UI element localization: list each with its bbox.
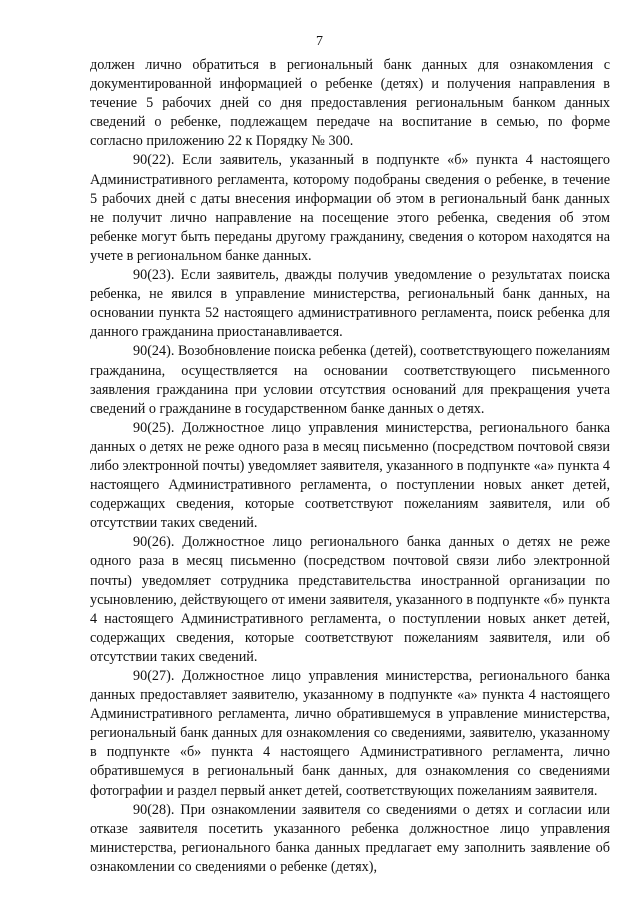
- paragraph-90-25: 90(25). Должностное лицо управления министерства, регионального банка данных о детях не реже одного раза в месяц письменно (посредством почтовой связи либо электронной почты) уведомляет заявителя, указанного в подпункте «а» пункта 4 настоящего Административного регламента, о поступлении новых анкет детей, содержащих сведения, которые соответствуют пожеланиям заявителя, или об отсутствии таких сведений.: [90, 419, 610, 532]
- paragraph-90-24: 90(24). Возобновление поиска ребенка (детей), соответствующего пожеланиям гражданина, осуществляется на основании соответствующего письменного заявления гражданина при условии отсутствия оснований для прекращения учета сведений о гражданине в государственном банке данных о детях.: [90, 343, 610, 417]
- paragraph-continuation: должен лично обратиться в региональный банк данных для ознакомления с документированной информацией о ребенке (детях) и получения направления в течение 5 рабочих дней со дня предоставления региональным банком данных сведений о ребенке, подлежащем передаче на воспитание в семью, по форме согласно приложению 22 к Порядку № 300.: [90, 57, 610, 150]
- page-number: 7: [316, 34, 323, 49]
- paragraph-90-26: 90(26). Должностное лицо регионального банка данных о детях не реже одного раза в месяц письменно (посредством почтовой связи либо электронной почты) уведомляет сотрудника представительства иностранной организации по усыновлению, действующего от имени заявителя, указанного в подпункте «б» пункта 4 настоящего Административного регламента, о поступлении новых анкет детей, содержащих сведения, которые соответствуют пожеланиям заявителя, или об отсутствии таких сведений.: [90, 534, 610, 665]
- paragraph-90-27: 90(27). Должностное лицо управления министерства, регионального банка данных предоставляет заявителю, указанному в подпункте «а» пункта 4 настоящего Административного регламента, лично обратившемуся в управление министерства, региональный банк данных для ознакомления со сведениями, заявителю, указанному в подпункте «б» пункта 4 настоящего Административного регламента, лично обратившемуся в региональный банк данных, для ознакомления со сведениями фотографии и раздел первый анкет детей, соответствующих пожеланиям заявителя.: [90, 668, 610, 799]
- paragraph-90-28: 90(28). При ознакомлении заявителя со сведениями о детях и согласии или отказе заявителя посетить указанного ребенка должностное лицо управления министерства, регионального банка данных предлагает ему заполнить заявление об ознакомлении со сведениями о ребенке (детях),: [90, 801, 610, 875]
- paragraph-90-22: 90(22). Если заявитель, указанный в подпункте «б» пункта 4 настоящего Административного регламента, которому подобраны сведения о ребенке, в течение 5 рабочих дней с даты внесения информации об этом в региональный банк данных не получит лично направление на посещение этого ребенка, сведения об этом ребенке могут быть переданы другому гражданину, сведения о котором находятся на учете в региональном банке данных.: [90, 152, 610, 264]
- paragraph-90-23: 90(23). Если заявитель, дважды получив уведомление о результатах поиска ребенка, не явился в управление министерства, региональный банк данных, на основании пункта 52 настоящего административного регламента, поиск ребенка для данного гражданина приостанавливается.: [90, 267, 610, 341]
- document-body: [90, 56, 610, 877]
